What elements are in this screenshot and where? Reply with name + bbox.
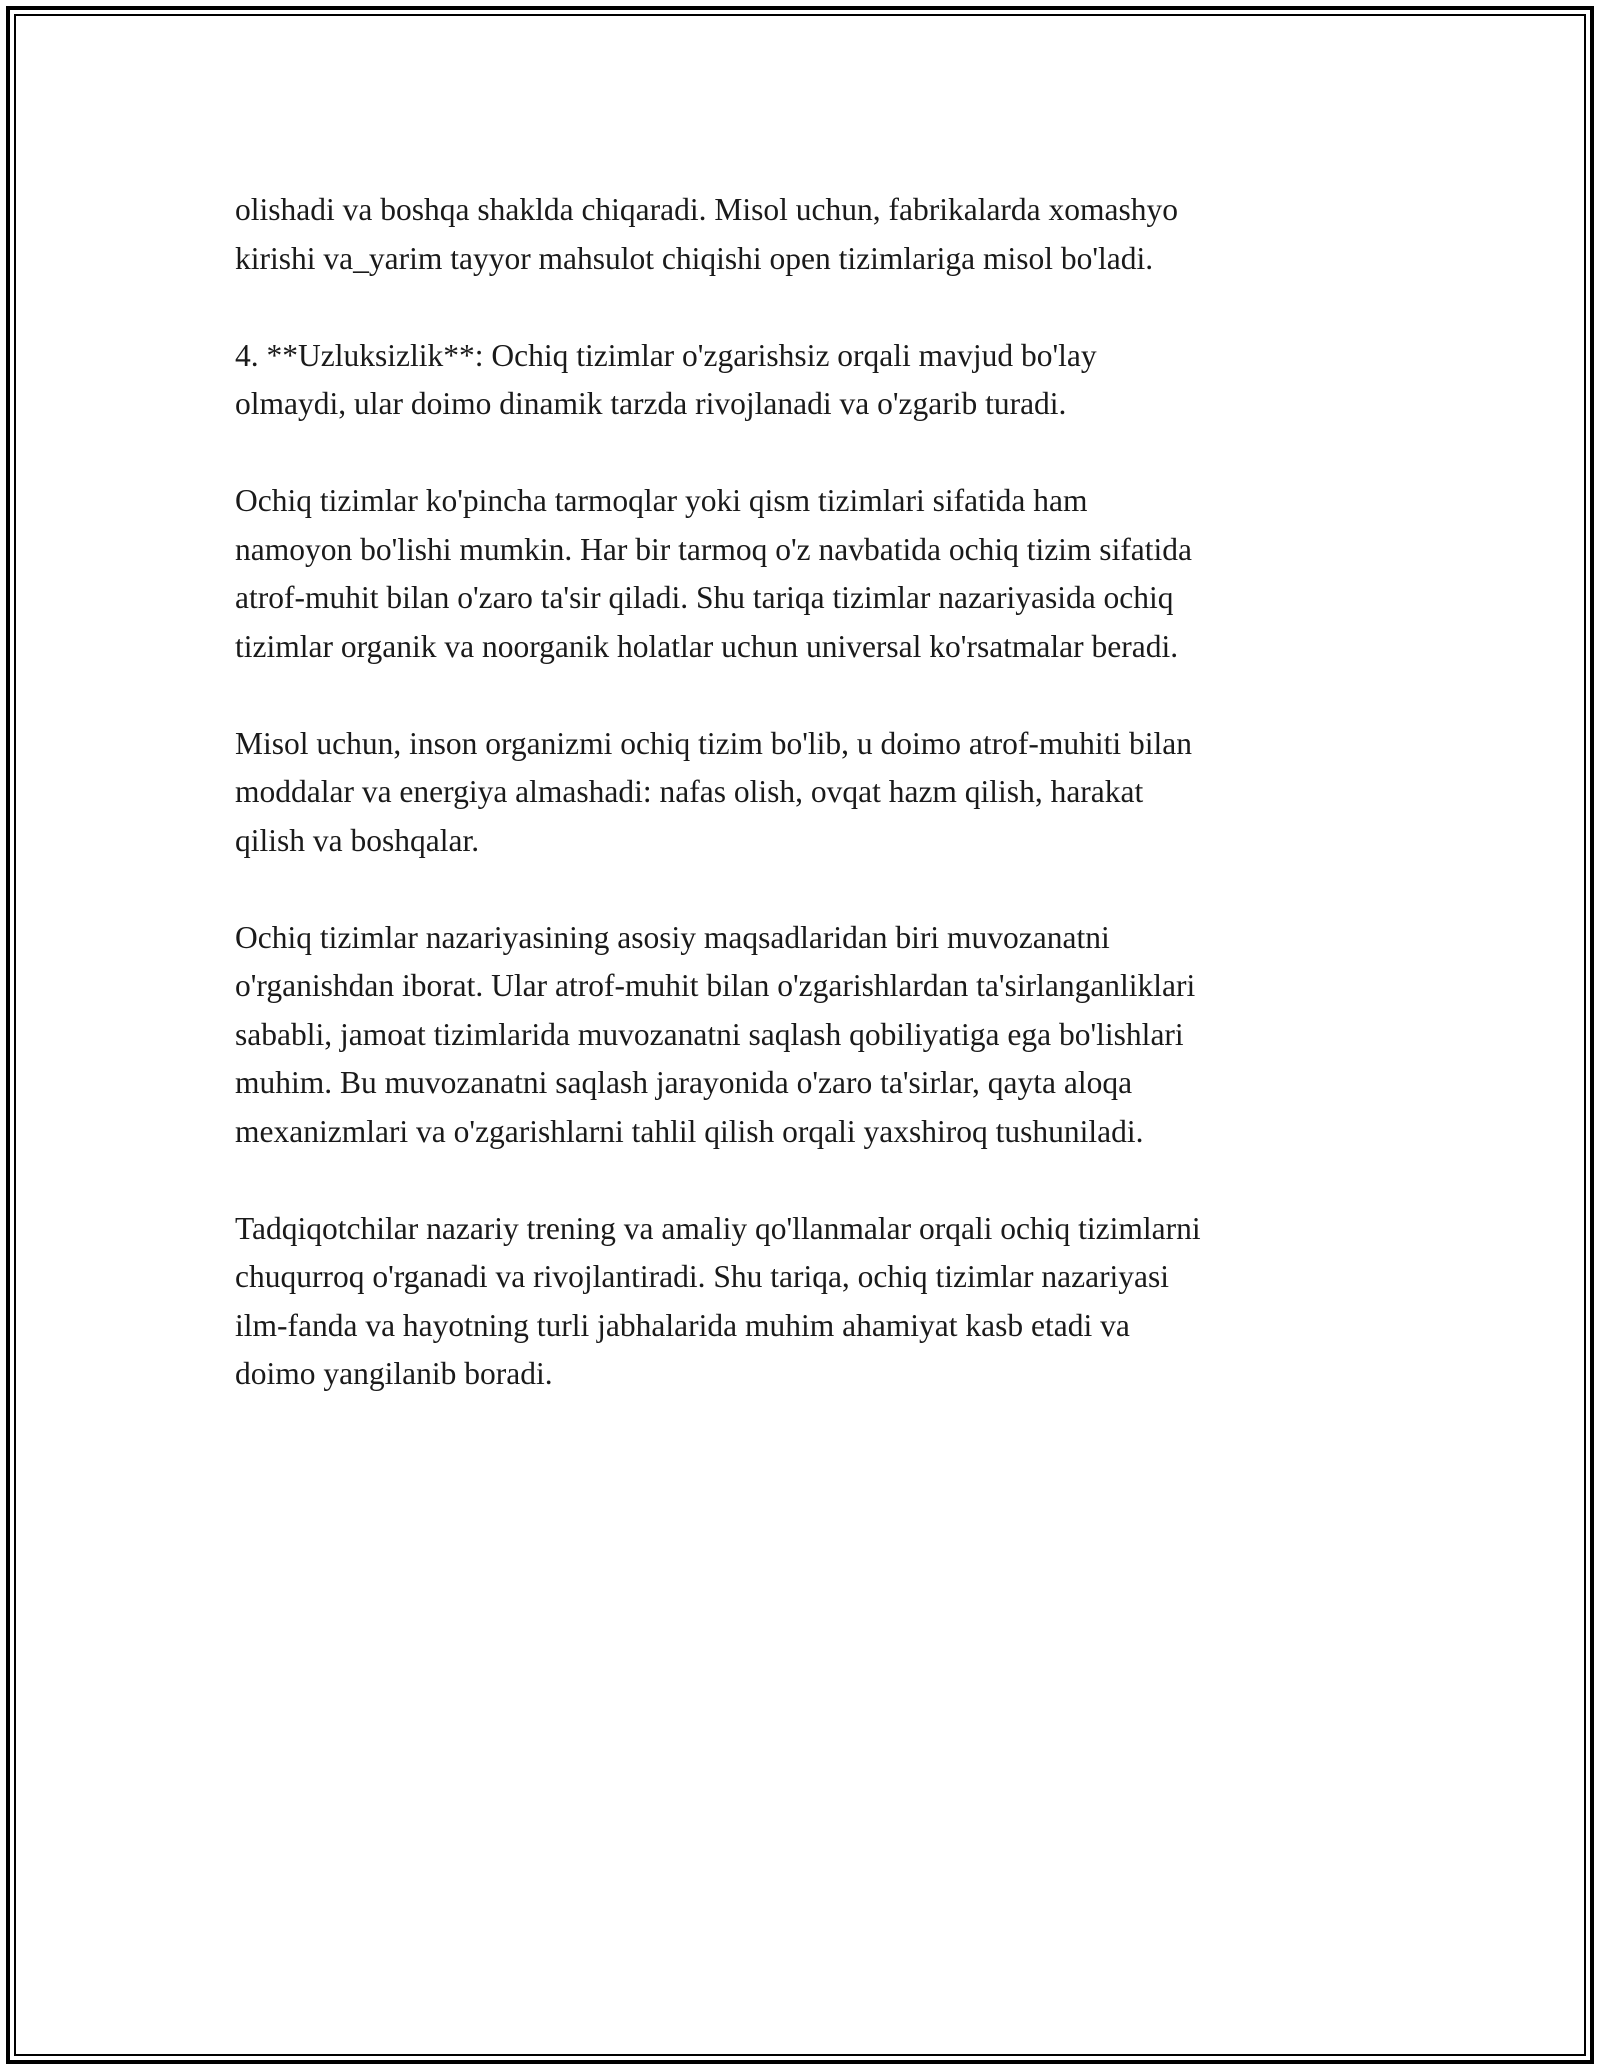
paragraph-human-organism-example: Misol uchun, inson organizmi ochiq tizim bo'lib, u doimo atrof-muhiti bilan moddalar va energiya almashadi: nafas olish, ovqat hazm qilish, harakat qilish va boshqalar. bbox=[235, 725, 1192, 858]
paragraph-researchers: Tadqiqotchilar nazariy trening va amaliy qo'llanmalar orqali ochiq tizimlarni chuqurroq o'rganadi va rivojlantiradi. Shu tariqa, ochiq tizimlar nazariyasi ilm-fanda va hayotning turli jabhalarida muhim ahamiyat kasb etadi va doimo yangilanib boradi. bbox=[235, 1210, 1201, 1391]
paragraph-continuity: 4. **Uzluksizlik**: Ochiq tizimlar o'zgarishsiz orqali mavjud bo'lay olmaydi, ular doimo dinamik tarzda rivojlanadi va o'zgarib turadi. bbox=[235, 337, 1097, 421]
paragraph-networks-subsystems: Ochiq tizimlar ko'pincha tarmoqlar yoki qism tizimlari sifatida ham namoyon bo'lishi mumkin. Har bir tarmoq o'z navbatida ochiq tizim sifatida atrof-muhit bilan o'zaro ta'sir qiladi. Shu tariqa tizimlar nazariyasida ochiq tizimlar organik va noorganik holatlar uchun universal ko'rsatmalar beradi. bbox=[235, 483, 1193, 664]
paragraph-equilibrium: Ochiq tizimlar nazariyasining asosiy maqsadlaridan biri muvozanatni o'rganishdan iborat. Ular atrof-muhit bilan o'zgarishlardan ta'sirlanganliklari sababli, jamoat tizimlarida muvozanatni saqlash qobiliyatiga ega bo'lishlari muhim. Bu muvozanatni saqlash jarayonida o'zaro ta'sirlar, qayta aloqa mexanizmlari va o'zgarishlarni tahlil qilish orqali yaxshiroq tushuniladi. bbox=[235, 919, 1196, 1149]
paragraph-open-systems-example: olishadi va boshqa shaklda chiqaradi. Misol uchun, fabrikalarda xomashyo kirishi va_yarim tayyor mahsulot chiqishi open tizimlariga misol bo'ladi. bbox=[235, 192, 1179, 276]
document-body bbox=[235, 186, 1385, 1447]
